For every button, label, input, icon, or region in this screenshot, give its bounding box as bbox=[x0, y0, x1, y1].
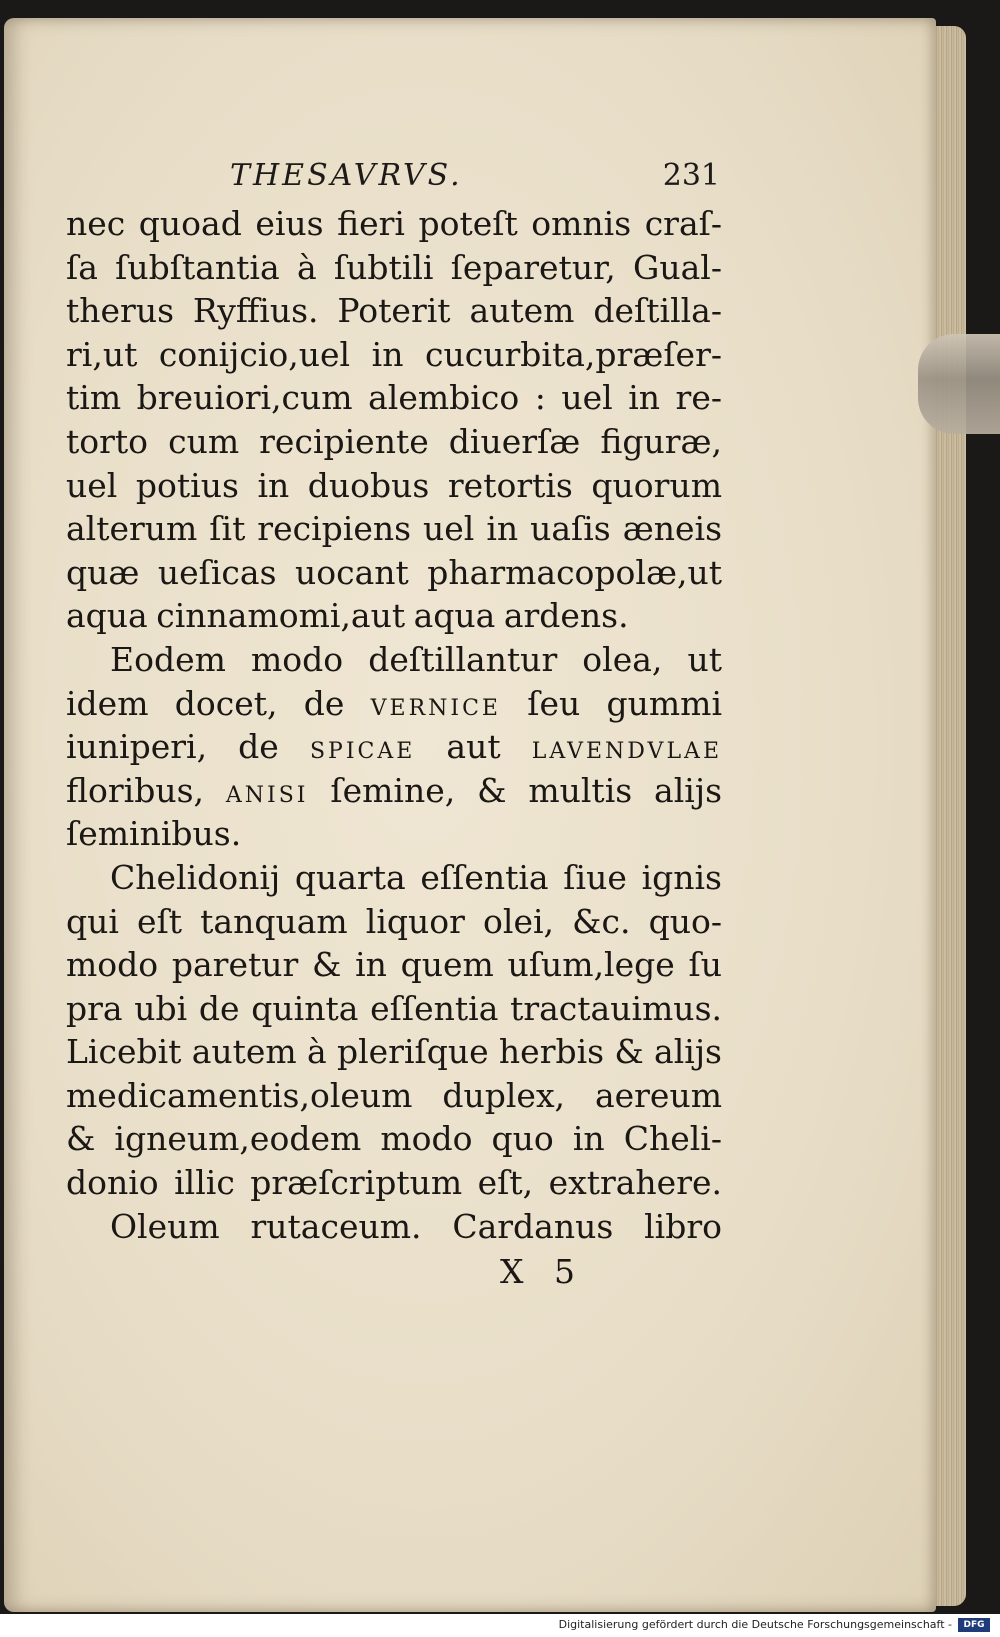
text-line: aqua cinnamomi,aut aqua ardens. bbox=[66, 596, 629, 636]
text-line: nec quoad eius fieri poteſt omnis craſ- bbox=[66, 204, 722, 243]
text-line: floribus, ANISI ſemine, & multis alijs bbox=[66, 770, 723, 810]
text-line: Licebit autem à pleriſque herbis & alijs bbox=[66, 1032, 722, 1072]
text-line: medicamentis,oleum duplex, aereum bbox=[66, 1075, 722, 1115]
text-line: pra ubi de quinta eſſentia tractauimus. bbox=[66, 988, 722, 1028]
text-line: iuniperi, de SPICAE aut LAVENDVLAE bbox=[66, 727, 722, 767]
body-text bbox=[66, 202, 722, 1248]
text-line: donio illic præſcriptum eſt, extrahere. bbox=[66, 1163, 722, 1203]
text-line: Oleum rutaceum. Cardanus libro bbox=[110, 1206, 722, 1246]
text-line: therus Ryffius. Poterit autem deſtilla- bbox=[66, 291, 722, 331]
footer-credit: Digitalisierung gefördert durch die Deutsche Forschungsgemeinschaft - bbox=[558, 1618, 952, 1631]
text-line: idem docet, de VERNICE ſeu gummi bbox=[66, 683, 722, 723]
text-line: alterum ſit recipiens uel in uaſis æneis bbox=[66, 509, 722, 549]
text-line: torto cum recipiente diuerſæ figuræ, bbox=[66, 421, 722, 461]
page-header bbox=[230, 158, 720, 198]
text-line: modo paretur & in quem uſum,lege ſu bbox=[66, 945, 722, 985]
dfg-logo: DFG bbox=[958, 1618, 990, 1632]
text-line: ri,ut conijcio,uel in cucurbita,præſer- bbox=[66, 334, 722, 374]
digitization-footer bbox=[0, 1614, 1000, 1637]
text-line: ſa ſubſtantia à ſubtili ſeparetur, Gual- bbox=[66, 247, 722, 287]
text-line: Chelidonij quarta eſſentia ſiue ignis bbox=[110, 857, 722, 897]
page-number: 231 bbox=[662, 158, 720, 193]
text-line: uel potius in duobus retortis quorum bbox=[66, 465, 722, 505]
signature-mark: X 5 bbox=[500, 1252, 585, 1291]
page-clip bbox=[918, 334, 1000, 434]
text-line: qui eſt tanquam liquor olei, &c. quo- bbox=[66, 901, 722, 941]
running-title: THESAVRVS. bbox=[230, 158, 463, 193]
text-line: tim breuiori,cum alembico : uel in re- bbox=[66, 378, 722, 418]
text-line: ſeminibus. bbox=[66, 814, 242, 854]
text-line: Eodem modo deſtillantur olea, ut bbox=[110, 639, 722, 679]
book-page-edges bbox=[932, 26, 966, 1606]
text-line: quæ ueſicas uocant pharmacopolæ,ut bbox=[66, 552, 722, 592]
text-line: & igneum,eodem modo quo in Cheli- bbox=[66, 1119, 722, 1159]
